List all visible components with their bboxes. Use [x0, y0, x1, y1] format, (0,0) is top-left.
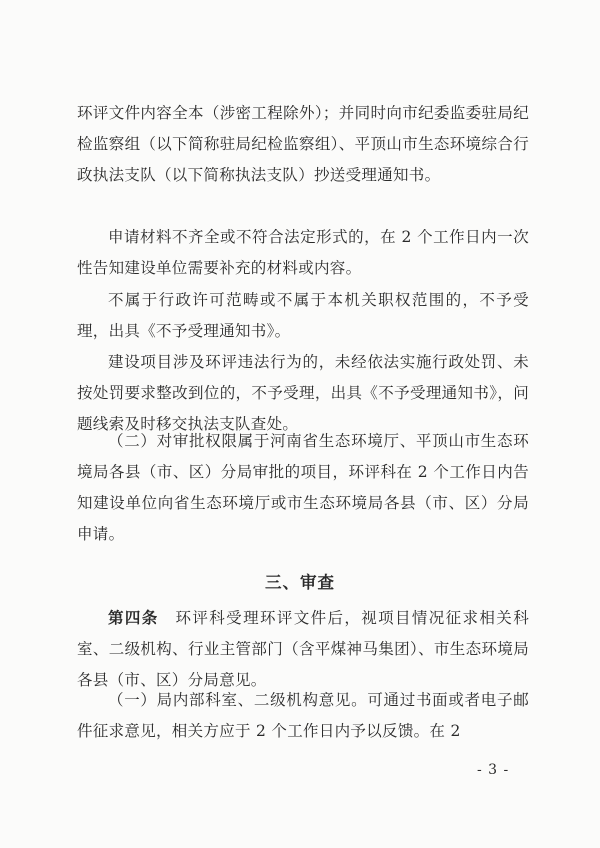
- paragraph-provincial-approval: （二）对审批权限属于河南省生态环境厅、平顶山市生态环境局各县（市、区）分局审批的项目，环评科在 2 个工作日内告知建设单位向省生态环境厅或市生态环境局各县（市、区）分局申请。: [77, 432, 529, 543]
- article-label: 第四条: [108, 609, 159, 627]
- paragraph-incomplete-materials: 申请材料不齐全或不符合法定形式的，在 2 个工作日内一次性告知建设单位需要补充的材料或内容。: [77, 228, 529, 277]
- paragraph-article-four: [77, 603, 529, 696]
- paragraph-acceptance-notice: 环评文件内容全本（涉密工程除外）；并同时向市纪委监委驻局纪检监察组（以下简称驻局纪检监察组）、平顶山市生态环境综合行政执法支队（以下简称执法支队）抄送受理通知书。: [77, 104, 529, 184]
- paragraph-out-of-scope: 不属于行政许可范畴或不属于本机关职权范围的，不予受理，出具《不予受理通知书》。: [77, 291, 529, 340]
- article-text: 环评科受理环评文件后，视项目情况征求相关科室、二级机构、行业主管部门（含平煤神马集团）、市生态环境局各县（市、区）分局意见。: [77, 609, 529, 689]
- paragraph-violation: 建设项目涉及环评违法行为的，未经依法实施行政处罚、未按处罚要求整改到位的，不予受理，出具《不予受理通知书》，问题线索及时移交执法支队查处。: [77, 353, 529, 433]
- paragraph-internal-opinion: （一）局内部科室、二级机构意见。可通过书面或者电子邮件征求意见，相关方应于 2 个工作日内予以反馈。在 2: [77, 691, 529, 740]
- section-heading: 三、审查: [265, 573, 335, 592]
- page-number: - 3 -: [477, 762, 510, 778]
